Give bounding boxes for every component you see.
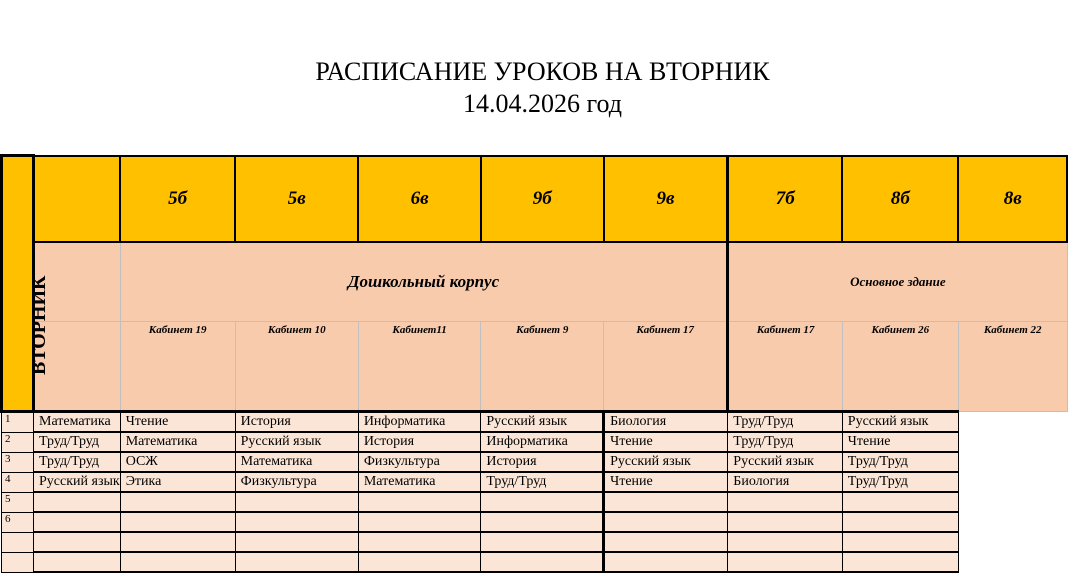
- lesson-rows: [2, 412, 1068, 573]
- lesson-cell: [728, 492, 843, 512]
- lesson-cell: [604, 512, 728, 532]
- lesson-cell: Биология: [604, 412, 728, 433]
- lesson-number: [2, 552, 34, 572]
- class-header: 8в: [958, 156, 1067, 243]
- lesson-cell: [235, 552, 358, 572]
- lesson-cell: [120, 512, 235, 532]
- lesson-cell: [120, 552, 235, 572]
- lesson-cell: Труд/Труд: [728, 432, 843, 452]
- lesson-cell: [842, 492, 958, 512]
- lesson-cell: История: [235, 412, 358, 433]
- lesson-cell: Чтение: [604, 432, 728, 452]
- building-main: Основное здание: [728, 242, 1067, 322]
- class-header: 7б: [728, 156, 843, 243]
- day-label: ВТОРНИК: [27, 275, 50, 375]
- lesson-number: 2: [2, 432, 34, 452]
- lesson-number: 6: [2, 512, 34, 532]
- lesson-cell: Русский язык: [34, 472, 121, 492]
- class-header: 6в: [358, 156, 481, 243]
- lesson-cell: [358, 512, 481, 532]
- schedule-table: [0, 154, 1068, 573]
- lesson-cell: Математика: [358, 472, 481, 492]
- lesson-cell: [358, 492, 481, 512]
- lesson-cell: [120, 492, 235, 512]
- table-row: [2, 452, 1068, 472]
- lesson-cell: Труд/Труд: [34, 452, 121, 472]
- lesson-cell: Информатика: [358, 412, 481, 433]
- lesson-cell: Русский язык: [481, 412, 604, 433]
- table-row: [2, 512, 1068, 532]
- class-header: 5б: [120, 156, 235, 243]
- lesson-number: [2, 532, 34, 552]
- lesson-cell: Физкультура: [358, 452, 481, 472]
- lesson-cell: Биология: [728, 472, 843, 492]
- lesson-cell: [235, 532, 358, 552]
- lesson-cell: [481, 512, 604, 532]
- lesson-cell: [235, 512, 358, 532]
- lesson-cell: Чтение: [842, 432, 958, 452]
- lesson-number: 5: [2, 492, 34, 512]
- lesson-cell: Русский язык: [842, 412, 958, 433]
- lesson-cell: [728, 532, 843, 552]
- lesson-cell: История: [358, 432, 481, 452]
- table-row: [2, 532, 1068, 552]
- lesson-cell: Труд/Труд: [842, 452, 958, 472]
- lesson-number: 1: [2, 412, 34, 433]
- lesson-cell: [120, 532, 235, 552]
- table-row: [2, 552, 1068, 572]
- room-label: Кабинет 22: [958, 322, 1067, 412]
- class-header: 5в: [235, 156, 358, 243]
- lesson-cell: [728, 512, 843, 532]
- lesson-cell: Информатика: [481, 432, 604, 452]
- class-header: 9в: [604, 156, 728, 243]
- lesson-cell: Математика: [120, 432, 235, 452]
- lesson-number: 3: [2, 452, 34, 472]
- lesson-cell: [604, 552, 728, 572]
- table-row: [2, 432, 1068, 452]
- class-header: 9б: [481, 156, 604, 243]
- building-preschool: Дошкольный корпус: [120, 242, 728, 322]
- lesson-cell: [235, 492, 358, 512]
- lesson-cell: ОСЖ: [120, 452, 235, 472]
- class-header: 8б: [842, 156, 958, 243]
- lesson-cell: [842, 552, 958, 572]
- room-label: Кабинет 26: [842, 322, 958, 412]
- lesson-cell: [728, 552, 843, 572]
- lesson-cell: Русский язык: [728, 452, 843, 472]
- room-label: Кабинет 17: [604, 322, 728, 412]
- lesson-cell: Чтение: [604, 472, 728, 492]
- lesson-cell: Физкультура: [235, 472, 358, 492]
- lesson-cell: [604, 492, 728, 512]
- lesson-cell: Труд/Труд: [728, 412, 843, 433]
- page-title: РАСПИСАНИЕ УРОКОВ НА ВТОРНИК: [315, 57, 770, 86]
- lesson-cell: [481, 492, 604, 512]
- lesson-cell: Математика: [34, 412, 121, 433]
- lesson-cell: [604, 532, 728, 552]
- table-row: [2, 472, 1068, 492]
- lesson-cell: [842, 512, 958, 532]
- table-row: [2, 492, 1068, 512]
- lesson-cell: [34, 492, 121, 512]
- lesson-cell: [358, 552, 481, 572]
- lesson-cell: Русский язык: [235, 432, 358, 452]
- lesson-cell: Чтение: [120, 412, 235, 433]
- lesson-cell: [481, 552, 604, 572]
- number-header: [34, 156, 121, 243]
- lesson-cell: Труд/Труд: [481, 472, 604, 492]
- lesson-cell: Труд/Труд: [34, 432, 121, 452]
- lesson-cell: [34, 532, 121, 552]
- lesson-number: 4: [2, 472, 34, 492]
- table-row: [2, 412, 1068, 433]
- lesson-cell: [358, 532, 481, 552]
- schedule-date: 14.04.2026 год: [463, 89, 622, 118]
- lesson-cell: Русский язык: [604, 452, 728, 472]
- lesson-cell: Труд/Труд: [842, 472, 958, 492]
- lesson-cell: [481, 532, 604, 552]
- lesson-cell: История: [481, 452, 604, 472]
- room-label: Кабинет 10: [235, 322, 358, 412]
- schedule-table-wrapper: [0, 154, 1068, 573]
- lesson-cell: [34, 512, 121, 532]
- room-label: Кабинет11: [358, 322, 481, 412]
- lesson-cell: [842, 532, 958, 552]
- lesson-cell: Математика: [235, 452, 358, 472]
- lesson-cell: Этика: [120, 472, 235, 492]
- day-column: [2, 156, 50, 412]
- room-label: Кабинет 9: [481, 322, 604, 412]
- room-label: Кабинет 17: [728, 322, 843, 412]
- room-label: Кабинет 19: [120, 322, 235, 412]
- lesson-cell: [34, 552, 121, 572]
